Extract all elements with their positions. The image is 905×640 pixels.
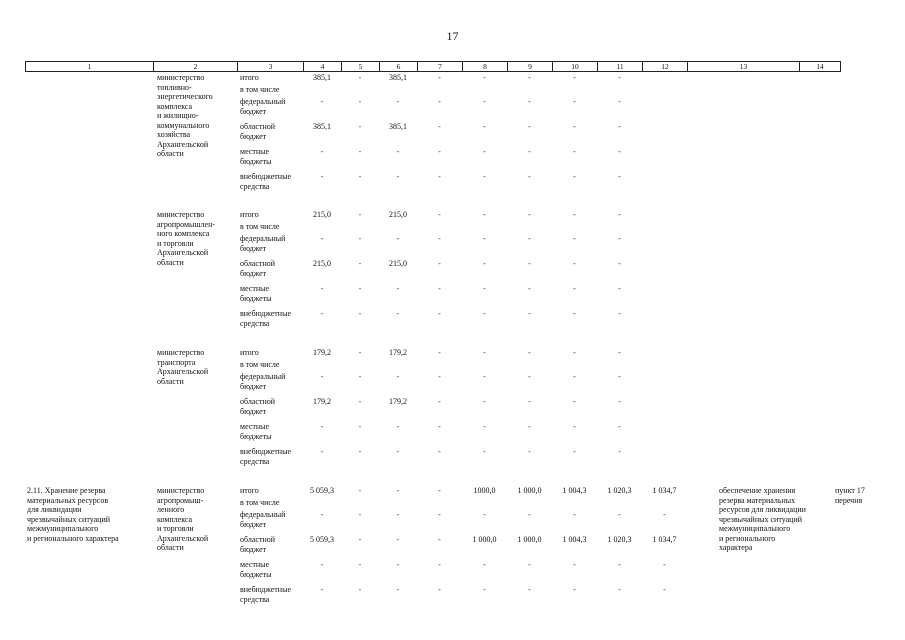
amount-cell-col4: -: [320, 585, 324, 594]
amount-cell-col7: -: [438, 234, 441, 243]
column-header-7: 7: [418, 62, 463, 71]
column-header-5: 5: [342, 62, 380, 71]
amount-cell-col4: 5 059,3: [310, 535, 334, 544]
amount-cell-col10: -: [573, 147, 576, 156]
responsible-org-line: области: [157, 543, 184, 552]
expected-result-line: обеспечение хранения: [719, 486, 796, 495]
amount-cell-col6: -: [396, 147, 400, 156]
activity-line: и регионального характера: [27, 533, 119, 543]
amount-cell-col10: -: [573, 422, 576, 431]
responsible-org-line: и торговли: [157, 524, 194, 533]
amount-cell-col12: -: [663, 510, 666, 519]
amount-cell-col5: -: [358, 172, 362, 181]
amount-cell-col8: -: [483, 372, 486, 381]
amount-cell-col11: -: [618, 284, 621, 293]
amount-cell-col7: -: [438, 259, 441, 268]
responsible-org-line: министерство: [157, 486, 205, 495]
amount-cell-col4: -: [320, 560, 324, 569]
funding-source-label: федеральный: [240, 234, 286, 243]
amount-cell-col11: -: [618, 372, 621, 381]
amount-cell-col6: 215,0: [389, 259, 407, 268]
responsible-org-line: топливно-: [157, 82, 192, 92]
responsible-org-line: агропромышлен-: [157, 219, 216, 229]
responsible-org-line: и торговли: [157, 238, 194, 248]
amount-cell-col9: -: [528, 447, 531, 456]
amount-cell-col8: -: [483, 147, 486, 156]
amount-cell-col11: -: [618, 309, 621, 318]
amount-cell-col10: -: [573, 172, 576, 181]
amount-cell-col5: -: [358, 560, 362, 569]
amount-cell-col11: 1 020,3: [607, 486, 632, 495]
amount-cell-col8: -: [483, 172, 486, 181]
responsible-org-line: области: [157, 257, 184, 267]
amount-cell-col6: -: [396, 510, 400, 519]
amount-cell-col10: -: [573, 122, 576, 131]
amount-cell-col9: -: [528, 510, 531, 519]
funding-source-label: в том числе: [240, 360, 280, 369]
responsible-org-line: области: [157, 376, 184, 386]
expected-result-line: ресурсов для ликвидации: [719, 505, 806, 514]
amount-cell-col4: -: [320, 422, 324, 431]
amount-cell-col9: -: [528, 147, 531, 156]
amount-cell-col8: -: [483, 510, 486, 519]
amount-cell-col11: -: [618, 234, 621, 243]
amount-cell-col6: -: [396, 447, 400, 456]
funding-source-label: средства: [240, 318, 270, 328]
amount-cell-col7: -: [438, 122, 441, 131]
funding-source-label: бюджет: [240, 406, 267, 416]
amount-cell-col10: -: [573, 97, 576, 106]
reference-line: перечня: [835, 495, 863, 505]
amount-cell-col8: -: [483, 560, 486, 569]
amount-cell-col6: -: [396, 486, 400, 495]
amount-cell-col11: -: [618, 560, 621, 569]
responsible-org-line: министерство: [157, 348, 205, 357]
responsible-org-line: комплекса: [157, 101, 193, 111]
amount-cell-col8: -: [483, 122, 486, 131]
funding-source-label: итого: [240, 73, 259, 82]
funding-source-label: бюджет: [240, 544, 267, 554]
responsible-org-line: транспорта: [157, 357, 196, 367]
amount-cell-col5: -: [358, 348, 362, 357]
activity-line: 2.11. Хранение резерва: [27, 486, 106, 495]
amount-cell-col9: -: [528, 309, 531, 318]
amount-cell-col11: -: [618, 147, 621, 156]
column-header-9: 9: [508, 62, 553, 71]
amount-cell-col10: -: [573, 560, 576, 569]
amount-cell-col7: -: [438, 172, 441, 181]
amount-cell-col4: 179,2: [313, 348, 331, 357]
funding-source-label: итого: [240, 348, 259, 357]
amount-cell-col12: 1 034,7: [652, 486, 677, 495]
responsible-org-line: министерство: [157, 210, 205, 219]
amount-cell-col6: -: [396, 422, 400, 431]
amount-cell-col7: -: [438, 97, 441, 106]
amount-cell-col6: -: [396, 585, 400, 594]
amount-cell-col9: -: [528, 122, 531, 131]
amount-cell-col6: 179,2: [389, 348, 407, 357]
amount-cell-col6: 385,1: [389, 122, 407, 131]
amount-cell-col4: 215,0: [313, 210, 331, 219]
amount-cell-col10: -: [573, 372, 576, 381]
funding-source-label: бюджеты: [240, 569, 272, 579]
responsible-org-line: Архангельской: [157, 533, 209, 543]
amount-cell-col8: -: [483, 447, 486, 456]
amount-cell-col6: -: [396, 372, 400, 381]
amount-cell-col11: -: [618, 510, 621, 519]
column-header-14: 14: [816, 62, 824, 71]
amount-cell-col7: -: [438, 372, 441, 381]
amount-cell-col8: -: [483, 210, 486, 219]
column-header-3: 3: [238, 62, 304, 71]
expected-result-line: характера: [719, 543, 753, 552]
amount-cell-col5: -: [358, 447, 362, 456]
amount-cell-col5: -: [358, 585, 362, 594]
amount-cell-col9: -: [528, 560, 531, 569]
amount-cell-col5: -: [358, 372, 362, 381]
amount-cell-col9: -: [528, 97, 531, 106]
amount-cell-col10: -: [573, 348, 576, 357]
amount-cell-col8: 1000,0: [473, 486, 496, 495]
amount-cell-col7: -: [438, 348, 441, 357]
funding-source-label: в том числе: [240, 498, 280, 507]
amount-cell-col7: -: [438, 447, 441, 456]
funding-source-label: областной: [240, 535, 276, 544]
amount-cell-col9: -: [528, 259, 531, 268]
amount-cell-col4: 179,2: [313, 397, 331, 406]
responsible-org-line: области: [157, 149, 184, 158]
responsible-org-line: Архангельской: [157, 248, 209, 257]
funding-source-label: бюджеты: [240, 431, 272, 441]
page-number: 17: [446, 29, 459, 43]
amount-cell-col4: -: [320, 309, 324, 318]
funding-source-label: в том числе: [240, 222, 280, 231]
funding-source-label: областной: [240, 259, 276, 268]
amount-cell-col8: -: [483, 284, 486, 293]
amount-cell-col9: -: [528, 284, 531, 293]
funding-source-label: местные: [240, 422, 270, 431]
activity-line: межмуниципального: [27, 524, 99, 533]
funding-source-label: бюджет: [240, 381, 267, 391]
amount-cell-col10: -: [573, 585, 576, 594]
amount-cell-col10: -: [573, 284, 576, 293]
amount-cell-col5: -: [358, 97, 362, 106]
amount-cell-col7: -: [438, 510, 441, 519]
responsible-org-line: министерство: [157, 73, 205, 82]
amount-cell-col9: -: [528, 372, 531, 381]
amount-cell-col11: -: [618, 122, 621, 131]
amount-cell-col8: -: [483, 585, 486, 594]
amount-cell-col5: -: [358, 397, 362, 406]
funding-source-label: средства: [240, 456, 270, 466]
column-header-4: 4: [304, 62, 342, 71]
amount-cell-col4: -: [320, 372, 324, 381]
funding-source-label: внебюджетные: [240, 585, 291, 594]
column-header-6: 6: [380, 62, 418, 71]
funding-source-label: бюджеты: [240, 156, 272, 166]
amount-cell-col9: 1 000,0: [517, 535, 542, 544]
funding-source-label: областной: [240, 397, 276, 406]
column-header-1: 1: [26, 62, 154, 71]
amount-cell-col7: -: [438, 585, 441, 594]
funding-source-label: внебюджетные: [240, 172, 291, 181]
amount-cell-col10: -: [573, 397, 576, 406]
funding-source-label: средства: [240, 181, 270, 191]
funding-source-label: бюджет: [240, 131, 267, 141]
amount-cell-col8: -: [483, 73, 486, 82]
responsible-org-line: коммунального: [157, 120, 210, 130]
amount-cell-col12: -: [663, 560, 666, 569]
amount-cell-col7: -: [438, 210, 441, 219]
expected-result-line: и регионального: [719, 533, 776, 543]
funding-source-label: итого: [240, 486, 259, 495]
amount-cell-col9: -: [528, 210, 531, 219]
amount-cell-col5: -: [358, 284, 362, 293]
funding-source-label: местные: [240, 147, 270, 156]
amount-cell-col7: -: [438, 309, 441, 318]
amount-cell-col6: -: [396, 535, 400, 544]
amount-cell-col5: -: [358, 510, 362, 519]
amount-cell-col9: -: [528, 73, 531, 82]
amount-cell-col5: -: [358, 73, 362, 82]
amount-cell-col7: -: [438, 73, 441, 82]
amount-cell-col4: 5 059,3: [310, 486, 334, 495]
amount-cell-col4: -: [320, 172, 324, 181]
amount-cell-col12: -: [663, 585, 666, 594]
responsible-org-line: ного комплекса: [157, 229, 210, 238]
amount-cell-col5: -: [358, 210, 362, 219]
funding-source-label: в том числе: [240, 85, 280, 94]
amount-cell-col10: -: [573, 309, 576, 318]
amount-cell-col10: -: [573, 259, 576, 268]
column-header-10: 10: [553, 62, 598, 71]
column-header-row: [25, 61, 841, 72]
amount-cell-col6: 385,1: [389, 73, 407, 82]
funding-source-label: бюджет: [240, 106, 267, 116]
amount-cell-col8: -: [483, 422, 486, 431]
activity-line: для ликвидации: [27, 505, 82, 514]
amount-cell-col10: -: [573, 234, 576, 243]
amount-cell-col7: -: [438, 535, 441, 544]
amount-cell-col4: 385,1: [313, 122, 331, 131]
amount-cell-col10: -: [573, 447, 576, 456]
funding-source-label: областной: [240, 122, 276, 131]
amount-cell-col12: 1 034,7: [652, 535, 677, 544]
amount-cell-col7: -: [438, 422, 441, 431]
amount-cell-col4: -: [320, 97, 324, 106]
amount-cell-col5: -: [358, 309, 362, 318]
amount-cell-col6: 215,0: [389, 210, 407, 219]
amount-cell-col4: -: [320, 447, 324, 456]
column-header-12: 12: [643, 62, 688, 71]
amount-cell-col11: -: [618, 397, 621, 406]
amount-cell-col7: -: [438, 486, 441, 495]
amount-cell-col10: -: [573, 210, 576, 219]
amount-cell-col6: 179,2: [389, 397, 407, 406]
amount-cell-col5: -: [358, 259, 362, 268]
amount-cell-col11: 1 020,3: [607, 535, 632, 544]
amount-cell-col10: -: [573, 510, 576, 519]
responsible-org-line: энергетического: [157, 92, 213, 101]
amount-cell-col8: -: [483, 309, 486, 318]
amount-cell-col11: -: [618, 172, 621, 181]
amount-cell-col7: -: [438, 147, 441, 156]
amount-cell-col11: -: [618, 422, 621, 431]
amount-cell-col5: -: [358, 147, 362, 156]
amount-cell-col11: -: [618, 97, 621, 106]
amount-cell-col6: -: [396, 172, 400, 181]
funding-source-label: внебюджетные: [240, 447, 291, 456]
amount-cell-col7: -: [438, 284, 441, 293]
activity-line: материальных ресурсов: [27, 495, 109, 505]
amount-cell-col5: -: [358, 486, 362, 495]
amount-cell-col9: -: [528, 397, 531, 406]
funding-source-label: федеральный: [240, 372, 286, 381]
amount-cell-col4: 385,1: [313, 73, 331, 82]
amount-cell-col6: -: [396, 234, 400, 243]
amount-cell-col5: -: [358, 535, 362, 544]
amount-cell-col6: -: [396, 309, 400, 318]
amount-cell-col8: 1 000,0: [472, 535, 497, 544]
funding-source-label: федеральный: [240, 97, 286, 106]
amount-cell-col4: -: [320, 234, 324, 243]
responsible-org-line: агропромыш-: [157, 495, 204, 505]
column-header-11: 11: [598, 62, 643, 71]
responsible-org-line: и жилищно-: [157, 111, 199, 120]
funding-source-label: бюджет: [240, 243, 267, 253]
amount-cell-col9: -: [528, 422, 531, 431]
amount-cell-col5: -: [358, 234, 362, 243]
amount-cell-col8: -: [483, 234, 486, 243]
column-header-8: 8: [463, 62, 508, 71]
funding-source-label: итого: [240, 210, 259, 219]
funding-source-label: средства: [240, 594, 270, 604]
amount-cell-col8: -: [483, 348, 486, 357]
amount-cell-col5: -: [358, 122, 362, 131]
activity-line: чрезвычайных ситуаций: [27, 514, 111, 524]
amount-cell-col11: -: [618, 210, 621, 219]
amount-cell-col9: -: [528, 348, 531, 357]
funding-source-label: федеральный: [240, 510, 286, 519]
amount-cell-col6: -: [396, 97, 400, 106]
column-header-13: 13: [688, 62, 800, 71]
amount-cell-col4: -: [320, 147, 324, 156]
expected-result-line: межмуниципального: [719, 524, 791, 533]
amount-cell-col4: -: [320, 510, 324, 519]
amount-cell-col6: -: [396, 560, 400, 569]
amount-cell-col5: -: [358, 422, 362, 431]
responsible-org-line: Архангельской: [157, 139, 209, 149]
amount-cell-col10: -: [573, 73, 576, 82]
amount-cell-col11: -: [618, 348, 621, 357]
amount-cell-col4: 215,0: [313, 259, 331, 268]
responsible-org-line: Архангельской: [157, 367, 209, 376]
funding-source-label: местные: [240, 560, 270, 569]
reference-line: пункт 17: [835, 486, 865, 495]
amount-cell-col11: -: [618, 447, 621, 456]
amount-cell-col8: -: [483, 97, 486, 106]
amount-cell-col11: -: [618, 585, 621, 594]
amount-cell-col4: -: [320, 284, 324, 293]
funding-source-label: бюджет: [240, 519, 267, 529]
amount-cell-col10: 1 004,3: [562, 535, 587, 544]
amount-cell-col9: -: [528, 585, 531, 594]
amount-cell-col11: -: [618, 73, 621, 82]
responsible-org-line: хозяйства: [157, 130, 191, 139]
amount-cell-col7: -: [438, 560, 441, 569]
amount-cell-col9: -: [528, 234, 531, 243]
funding-source-label: внебюджетные: [240, 309, 291, 318]
amount-cell-col11: -: [618, 259, 621, 268]
amount-cell-col9: -: [528, 172, 531, 181]
expected-result-line: чрезвычайных ситуаций: [719, 514, 803, 524]
expected-result-line: резерва материальных: [719, 495, 796, 505]
amount-cell-col7: -: [438, 397, 441, 406]
amount-cell-col9: 1 000,0: [517, 486, 542, 495]
amount-cell-col8: -: [483, 397, 486, 406]
responsible-org-line: комплекса: [157, 514, 193, 524]
column-header-2: 2: [154, 62, 238, 71]
responsible-org-line: ленного: [157, 505, 185, 514]
funding-source-label: бюджет: [240, 268, 267, 278]
funding-source-label: местные: [240, 284, 270, 293]
amount-cell-col10: 1 004,3: [562, 486, 587, 495]
funding-source-label: бюджеты: [240, 293, 272, 303]
amount-cell-col8: -: [483, 259, 486, 268]
amount-cell-col6: -: [396, 284, 400, 293]
